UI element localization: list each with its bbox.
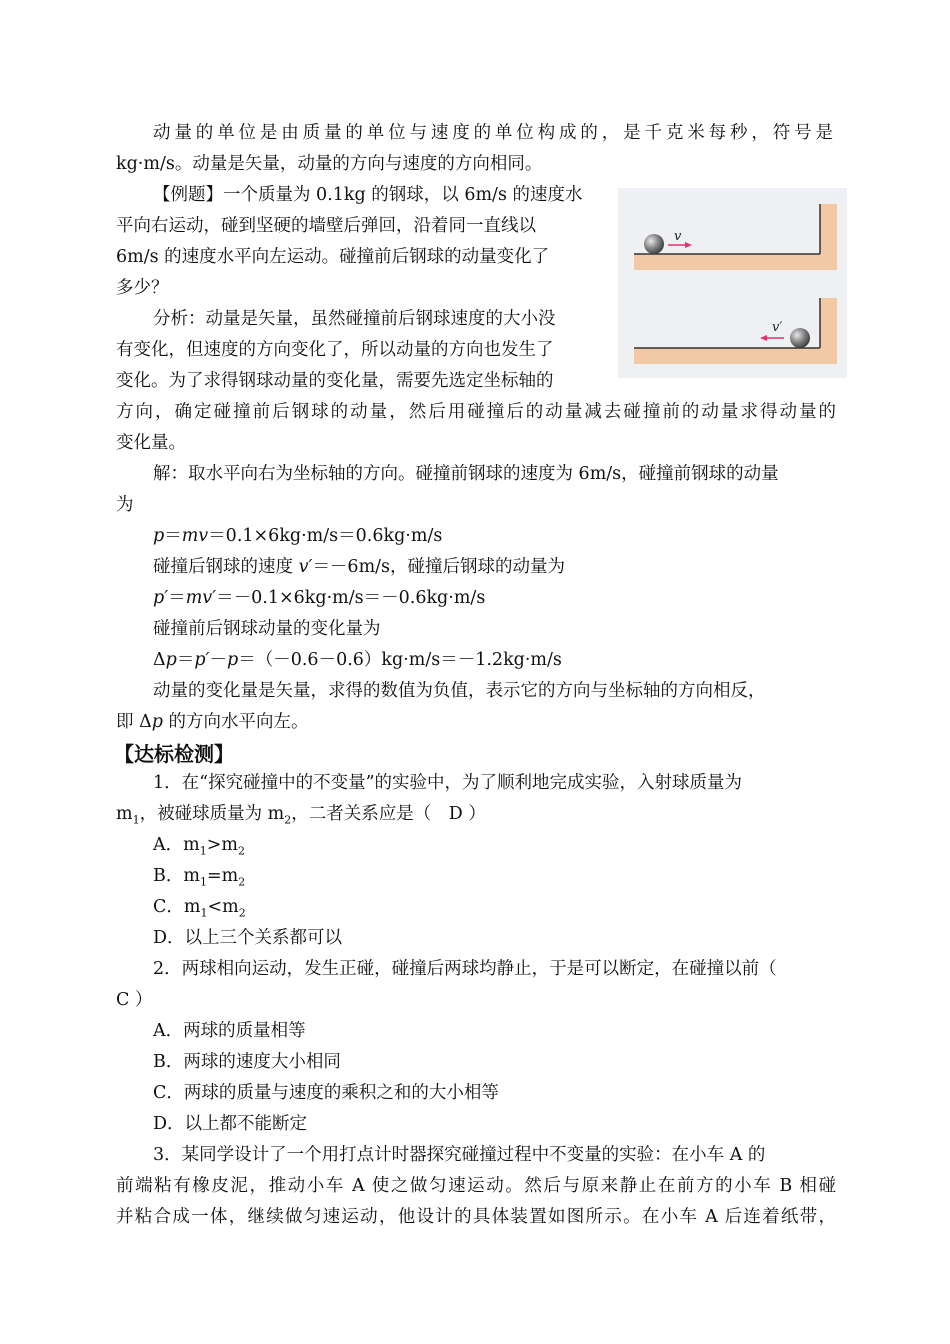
- analysis-line-1: 分析：动量是矢量，虽然碰撞前后钢球速度的大小没: [153, 309, 556, 329]
- eq-sign: ＝: [164, 526, 182, 546]
- solution-line-9: [116, 711, 308, 733]
- q2-option-c: C．两球的质量与速度的乘积之和的大小相等: [153, 1083, 499, 1103]
- q1-option-a: [153, 834, 245, 856]
- symbol-mv-prime: mv′: [185, 588, 217, 608]
- analysis-line-4: 方向，确定碰撞前后钢球的动量，然后用碰撞后的动量减去碰撞前的动量求得动量的: [116, 402, 836, 422]
- analysis-line-3: 变化。为了求得钢球动量的变化量，需要先选定坐标轴的: [116, 371, 554, 391]
- text-segment: >m: [206, 835, 238, 855]
- text-segment: ＝－6m/s，碰撞后钢球的动量为: [312, 557, 566, 577]
- collision-diagram: [618, 188, 847, 378]
- velocity-label: v: [674, 229, 682, 244]
- q2-option-a: A．两球的质量相等: [153, 1021, 306, 1041]
- q1-option-c: [153, 896, 246, 918]
- eq-sign: ＝: [168, 588, 186, 608]
- text-segment: 碰撞后钢球的速度: [153, 557, 299, 577]
- delta-symbol: Δ: [153, 650, 166, 670]
- section-heading: 【达标检测】: [114, 742, 234, 766]
- text-segment: B．m: [153, 866, 200, 886]
- example-line-1: 【例题】一个质量为 0.1kg 的钢球，以 6m/s 的速度水: [153, 185, 583, 205]
- wall-bottom: [820, 298, 837, 364]
- symbol-p: p: [165, 650, 177, 670]
- text-segment: C．m: [153, 897, 201, 917]
- text-segment: A．m: [153, 835, 200, 855]
- q3-line-1: 3．某同学设计了一个用打点计时器探究碰撞过程中不变量的实验：在小车 A 的: [153, 1145, 766, 1165]
- q2-line-2: C ）: [116, 990, 153, 1010]
- velocity-prime-label: v′: [772, 320, 783, 335]
- example-line-4: 多少？: [116, 278, 169, 298]
- symbol-p-prime: p′: [153, 588, 169, 608]
- analysis-line-5: 变化量。: [116, 433, 186, 453]
- equation-2: [153, 587, 485, 609]
- example-line-2: 平向右运动，碰到坚硬的墙壁后弹回，沿着同一直线以: [116, 216, 536, 236]
- solution-line-6: 碰撞前后钢球动量的变化量为: [153, 619, 381, 639]
- eq-sign: ＝: [176, 650, 195, 670]
- symbol-mv: mv: [181, 526, 209, 546]
- subscript: 2: [238, 875, 246, 889]
- subscript: 1: [199, 875, 207, 889]
- q1-option-b: [153, 865, 245, 887]
- equation-3: [153, 649, 562, 671]
- collision-figure: [618, 188, 847, 378]
- q2-option-d: D．以上都不能断定: [153, 1114, 308, 1134]
- text-segment: m: [116, 804, 133, 824]
- subscript: 1: [200, 906, 208, 920]
- text-segment: 的方向水平向左。: [162, 712, 309, 732]
- text-segment: ，二者关系应是（ D ）: [291, 804, 486, 824]
- floor-bottom: [634, 348, 837, 364]
- example-line-3: 6m/s 的速度水平向左运动。碰撞前后钢球的动量变化了: [116, 247, 550, 267]
- text-segment: ，被碰球质量为 m: [139, 804, 285, 824]
- q1-option-d: D．以上三个关系都可以: [153, 928, 343, 948]
- subscript: 2: [284, 813, 292, 827]
- q2-option-b: B．两球的速度大小相同: [153, 1052, 341, 1072]
- text-segment: =m: [206, 866, 239, 886]
- intro-line-1: 动量的单位是由质量的单位与速度的单位构成的，是千克米每秒，符号是: [153, 123, 833, 143]
- q3-line-3: 并粘合成一体，继续做匀速运动，他设计的具体装置如图所示。在小车 A 后连着纸带，: [116, 1207, 836, 1227]
- eq2-result: ＝－0.1×6kg·m/s＝－0.6kg·m/s: [216, 588, 486, 608]
- symbol-p-prime: p′: [194, 650, 210, 670]
- subscript: 2: [238, 844, 245, 858]
- symbol-p: p: [151, 712, 163, 732]
- symbol-p: p: [153, 526, 165, 546]
- solution-line-2: 为: [116, 495, 134, 515]
- q3-line-2: 前端粘有橡皮泥，推动小车 A 使之做匀速运动。然后与原来静止在前方的小车 B 相碰: [116, 1176, 836, 1196]
- text-segment: 即 Δ: [116, 712, 152, 732]
- analysis-line-2: 有变化，但速度的方向变化了，所以动量的方向也发生了: [116, 340, 554, 360]
- solution-line-8: 动量的变化量是矢量，求得的数值为负值，表示它的方向与坐标轴的方向相反，: [153, 681, 766, 701]
- symbol-v-prime: v′: [298, 557, 313, 577]
- symbol-p: p: [227, 650, 239, 670]
- solution-line-1: 解：取水平向右为坐标轴的方向。碰撞前钢球的速度为 6m/s，碰撞前钢球的动量: [153, 464, 779, 484]
- eq1-result: ＝0.1×6kg·m/s＝0.6kg·m/s: [208, 526, 443, 546]
- q2-line-1: 2．两球相向运动，发生正碰，碰撞后两球均静止，于是可以断定，在碰撞以前（: [153, 959, 777, 979]
- ball-after: [790, 328, 810, 348]
- floor-top: [634, 254, 837, 270]
- subscript: 1: [199, 844, 207, 858]
- subscript: 2: [238, 906, 246, 920]
- q1-line-1: 1．在“探究碰撞中的不变量”的实验中，为了顺利地完成实验，入射球质量为: [153, 773, 743, 793]
- equation-1: [153, 525, 442, 547]
- solution-line-4: [153, 556, 565, 578]
- ball-before: [644, 234, 664, 254]
- wall-top: [820, 204, 837, 270]
- text-segment: <m: [207, 897, 239, 917]
- subscript: 1: [132, 813, 140, 827]
- q1-line-2: [116, 803, 486, 825]
- intro-line-2: kg·m/s。动量是矢量，动量的方向与速度的方向相同。: [116, 154, 543, 174]
- minus-sign: －: [209, 650, 228, 670]
- eq3-result: ＝（－0.6－0.6）kg·m/s＝－1.2kg·m/s: [238, 650, 562, 670]
